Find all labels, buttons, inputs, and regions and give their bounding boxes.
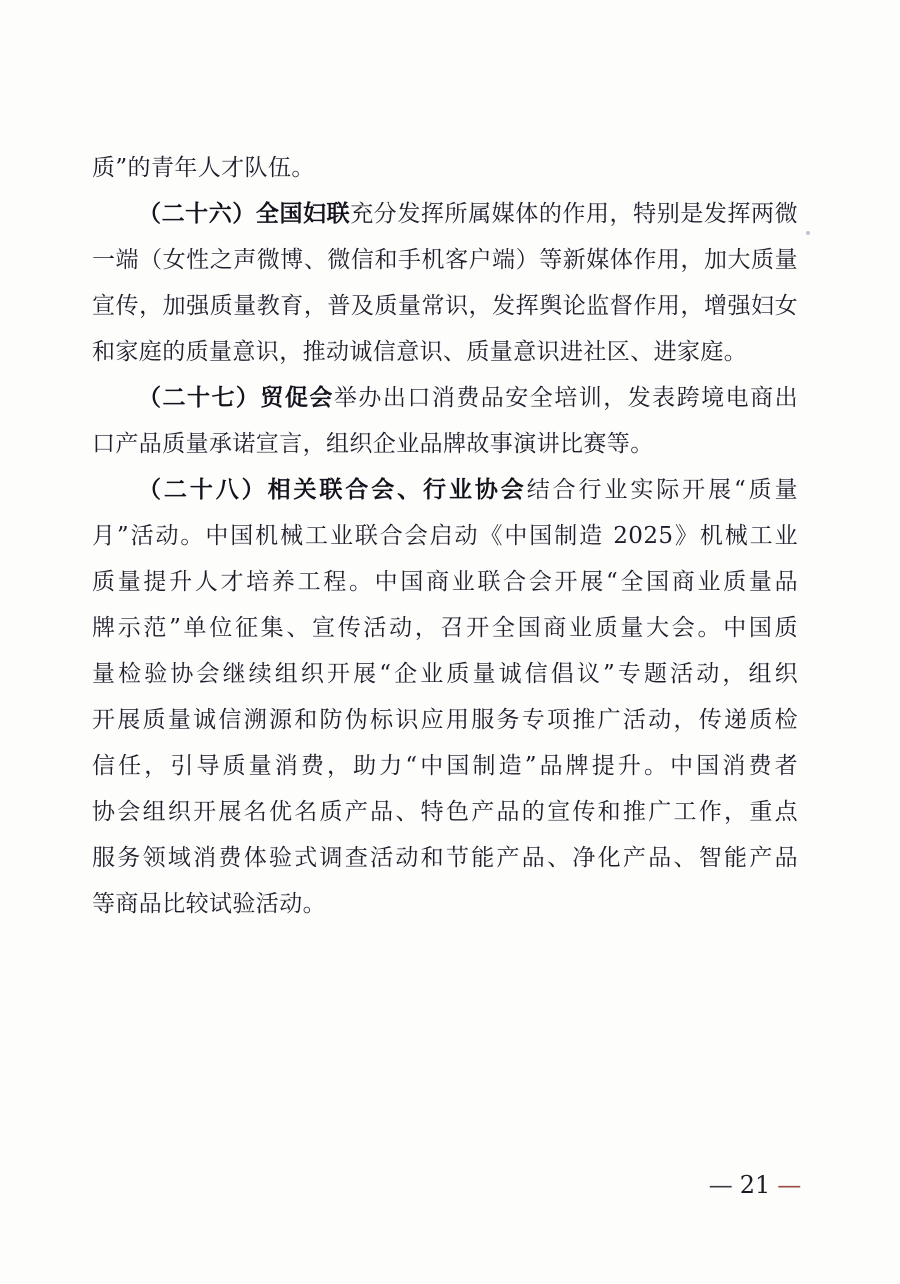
text-line	[92, 789, 798, 835]
section-28-heading: （二十八）相关联合会、行业协会	[138, 476, 527, 503]
text-line-content: 口产品质量承诺宣言，组织企业品牌故事演讲比赛等。	[92, 431, 654, 457]
page-number: 21	[739, 1171, 771, 1199]
text-line	[92, 743, 798, 789]
footer-dash-left: —	[708, 1171, 733, 1199]
section-27-heading: （二十七）贸促会	[138, 384, 334, 411]
text-line	[92, 513, 798, 559]
text-line-content: 服务领域消费体验式调查活动和节能产品、净化产品、智能产品	[92, 845, 798, 871]
text-line-content: 协会组织开展名优名质产品、特色产品的宣传和推广工作，重点	[92, 799, 798, 825]
text-line-content: 等商品比较试验活动。	[92, 891, 326, 917]
text-line	[92, 559, 798, 605]
text-line-content: 月”活动。中国机械工业联合会启动《中国制造 2025》机械工业	[92, 523, 798, 549]
text-line-content: 质”的青年人才队伍。	[92, 155, 315, 181]
text-line	[92, 237, 798, 283]
text-line	[92, 145, 798, 191]
text-line-content: 充分发挥所属媒体的作用，特别是发挥两微	[350, 201, 798, 227]
text-line	[92, 283, 798, 329]
text-line	[92, 835, 798, 881]
text-line-content: 和家庭的质量意识，推动诚信意识、质量意识进社区、进家庭。	[92, 339, 748, 365]
text-line-content: 牌示范”单位征集、宣传活动，召开全国商业质量大会。中国质	[92, 615, 798, 641]
text-line-content: 开展质量诚信溯源和防伪标识应用服务专项推广活动，传递质检	[92, 707, 798, 733]
text-line	[92, 881, 798, 927]
text-line	[92, 375, 798, 421]
scan-speck	[806, 231, 810, 235]
text-line-content: 质量提升人才培养工程。中国商业联合会开展“全国商业质量品	[92, 569, 798, 595]
text-line-content: 举办出口消费品安全培训，发表跨境电商出	[333, 385, 798, 411]
section-26-heading: （二十六）全国妇联	[138, 200, 351, 227]
text-line-content: 信任，引导质量消费，助力“中国制造”品牌提升。中国消费者	[92, 753, 798, 779]
text-line	[92, 329, 798, 375]
text-line	[92, 421, 798, 467]
text-line	[92, 467, 798, 513]
text-line	[92, 191, 798, 237]
page-footer	[690, 1162, 820, 1208]
text-line-content: 一端（女性之声微博、微信和手机客户端）等新媒体作用，加大质量	[92, 247, 798, 273]
text-line-content: 结合行业实际开展“质量	[526, 477, 798, 503]
text-line	[92, 651, 798, 697]
text-line	[92, 697, 798, 743]
text-line-content: 量检验协会继续组织开展“企业质量诚信倡议”专题活动，组织	[92, 661, 798, 687]
footer-dash-right: —	[777, 1171, 802, 1199]
text-line-content: 宣传，加强质量教育，普及质量常识，发挥舆论监督作用，增强妇女	[92, 293, 798, 319]
document-body	[92, 145, 798, 927]
text-line	[92, 605, 798, 651]
